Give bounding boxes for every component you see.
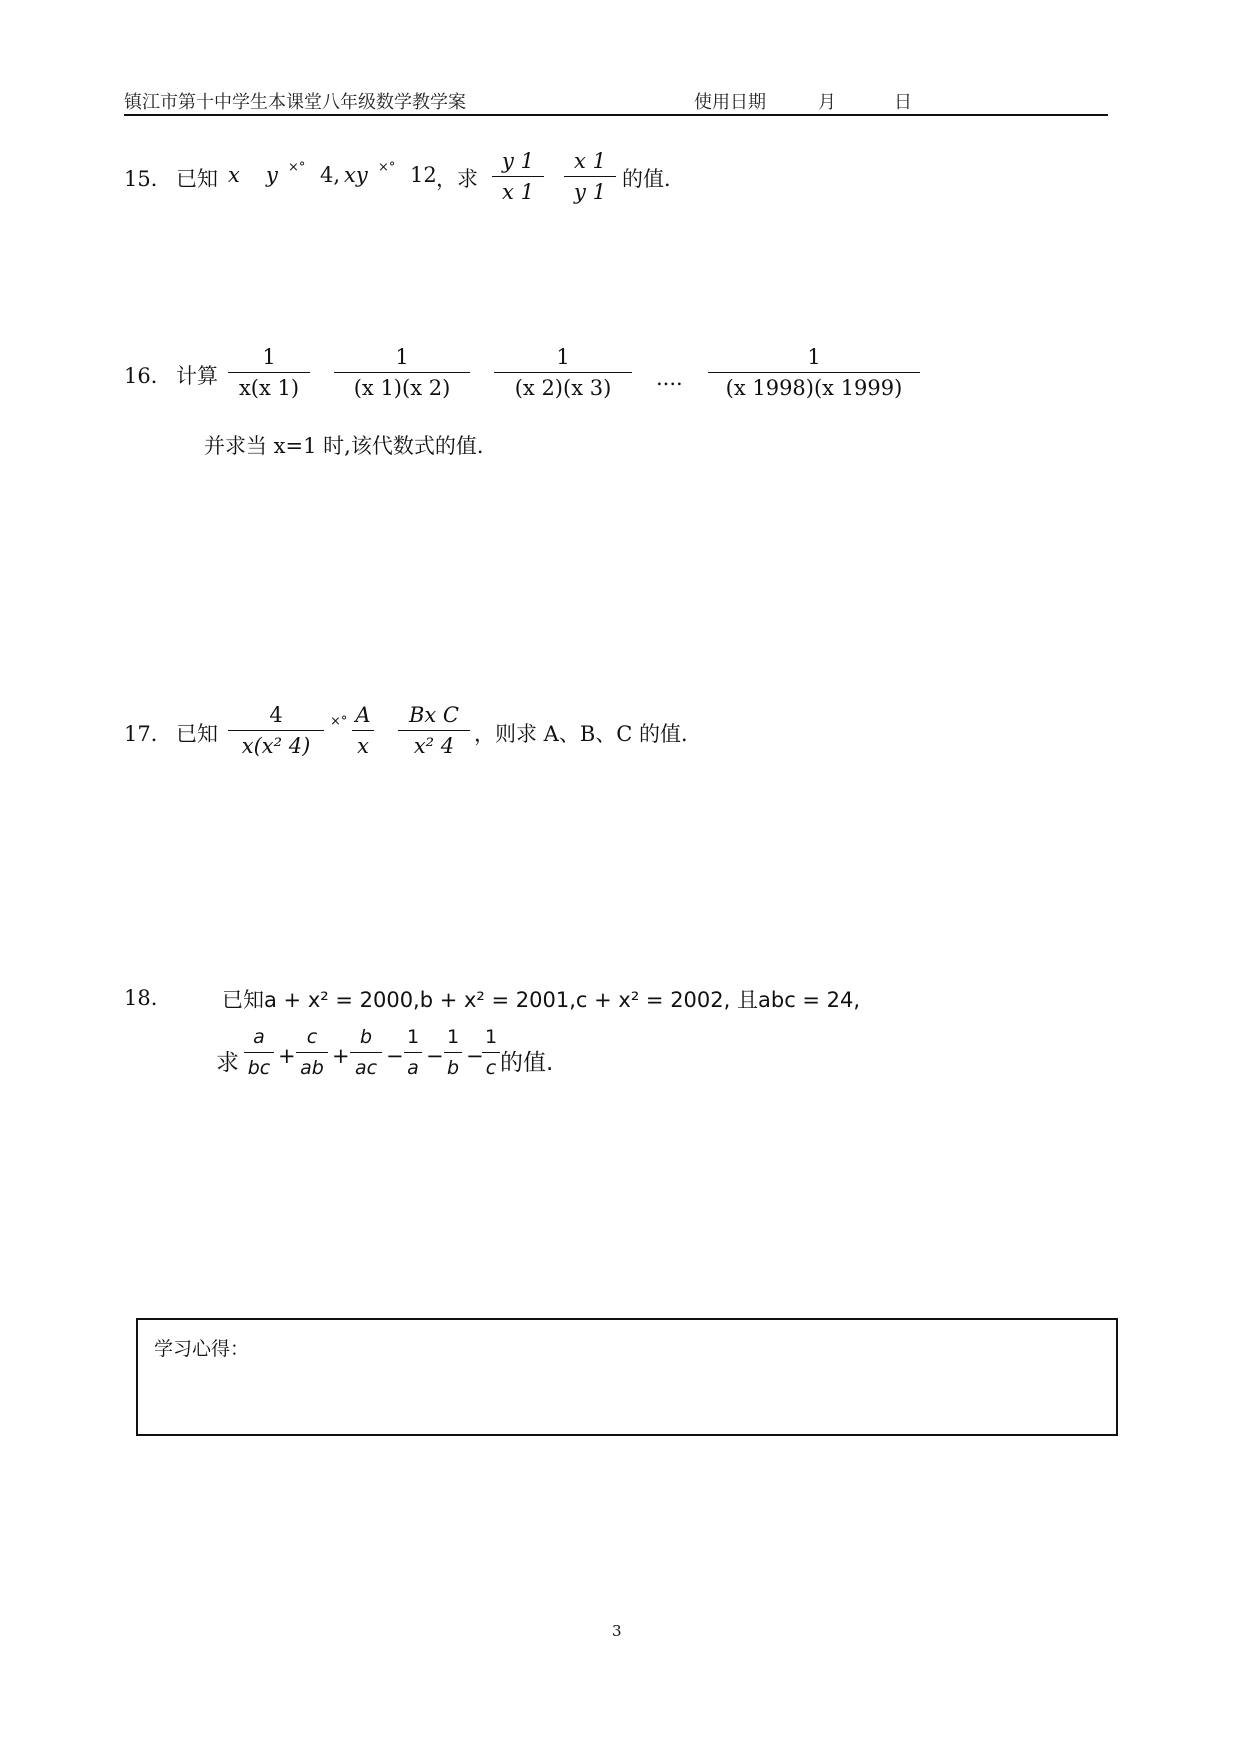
q18-t2-numerator: c [306,1026,318,1048]
q16-f3-numerator: 1 [556,345,570,369]
q18-tail: 的值. [500,1050,554,1076]
fraction-bar [494,372,632,373]
fraction-bar [334,372,470,373]
q17-given: 已知 [176,722,218,746]
study-notes-box[interactable] [136,1318,1118,1436]
q15-fraction-2 [564,148,616,205]
q18-term-6 [482,1024,500,1081]
q17-f1-denominator: x(x² 4) [241,734,311,758]
q16-fraction-3 [494,344,632,401]
q16-f4-numerator: 1 [807,345,821,369]
q18-minus-2: − [426,1044,444,1068]
q18-term-3 [350,1024,382,1081]
q16-line2: 并求当 x=1 时,该代数式的值． [204,434,498,458]
fraction-bar [444,1052,462,1053]
q17-fraction-3 [398,702,470,759]
page-number: 3 [612,1622,622,1640]
q15-frac2-denominator: y 1 [574,180,606,204]
fraction-bar [228,372,310,373]
header-date-label: 使用日期 [694,92,766,113]
q17-fraction-2 [352,702,374,759]
q15-eq2-rhs: 12 [410,163,437,187]
q18-term-2 [296,1024,328,1081]
q15-xy: xy [344,163,368,187]
q17-f1-numerator: 4 [269,703,283,727]
q15-number: 15． [124,167,172,191]
fraction-bar [708,372,920,373]
q17-f2-denominator: x [357,734,369,758]
q18-term-4 [404,1024,422,1081]
fraction-bar [492,176,544,177]
q18-t5-denominator: b [446,1057,460,1079]
q16-f1-numerator: 1 [262,345,276,369]
q17-tail: ，则求 A、B、C 的值． [474,722,703,746]
q17-number: 17． [124,722,172,746]
q15-given: 已知 [176,167,218,191]
q15-garbled-symbol-2: ×° [378,160,396,175]
q16-compute: 计算 [176,364,218,388]
q16-dots: .... [656,366,683,390]
q18-ask: 求 [216,1050,239,1076]
fraction-bar [404,1052,422,1053]
q18-number: 18. [124,986,158,1010]
q17-fraction-1 [228,702,324,759]
q16-f2-numerator: 1 [395,345,409,369]
q15-tail: 的值． [622,167,685,191]
q16-f3-denominator: (x 2)(x 3) [514,376,612,400]
q18-t5-numerator: 1 [446,1026,460,1048]
q16-f1-denominator: x(x 1) [238,376,300,400]
q18-t6-numerator: 1 [484,1026,498,1048]
q16-f4-denominator: (x 1998)(x 1999) [725,376,903,400]
q16-fraction-4 [708,344,920,401]
fraction-bar [398,730,470,731]
header-day-label: 日 [894,92,912,113]
q15-y: y [266,163,278,187]
q18-minus-3: − [466,1044,484,1068]
fraction-bar [350,1052,382,1053]
q18-t4-denominator: a [407,1057,419,1079]
q18-t4-numerator: 1 [406,1026,420,1048]
q18-t6-denominator: c [485,1057,497,1079]
fraction-bar [352,730,374,731]
q16-fraction-1 [228,344,310,401]
study-notes-label: 学习心得： [154,1338,250,1360]
q15-frac1-numerator: y 1 [502,149,534,173]
q17-f3-numerator: Bx C [408,703,460,727]
q18-t3-numerator: b [359,1026,373,1048]
header-month-label: 月 [818,92,836,113]
q18-t1-denominator: bc [247,1057,271,1079]
q18-minus-1: − [386,1044,404,1068]
q18-t3-denominator: ac [354,1057,378,1079]
q15-eq1-rhs: 4, [320,163,341,187]
q17-garbled-symbol: ×° [330,714,348,729]
q18-term-1 [244,1024,274,1081]
q16-f2-denominator: (x 1)(x 2) [353,376,451,400]
q18-t1-numerator: a [253,1026,265,1048]
q15-ask: ，求 [436,167,478,191]
fraction-bar [482,1052,500,1053]
q18-t2-denominator: ab [300,1057,324,1079]
header-rule [124,114,1108,116]
q16-fraction-2 [334,344,470,401]
fraction-bar [296,1052,328,1053]
q15-x: x [228,163,240,187]
q15-fraction-1 [492,148,544,205]
q18-plus-2: + [332,1044,350,1068]
fraction-bar [228,730,324,731]
q17-f2-numerator: A [355,703,371,727]
q15-frac2-numerator: x 1 [574,149,606,173]
q18-term-5 [444,1024,462,1081]
header-title: 镇江市第十中学生本课堂八年级数学教学案 [124,92,466,113]
q17-f3-denominator: x² 4 [413,734,455,758]
q15-garbled-symbol-1: ×° [288,160,306,175]
q18-plus-1: + [278,1044,296,1068]
q15-frac1-denominator: x 1 [502,180,534,204]
q18-line1: 已知a + x² = 2000,b + x² = 2001,c + x² = 2002, 且abc = 24, [222,988,861,1012]
q16-number: 16． [124,364,172,388]
fraction-bar [244,1052,274,1053]
fraction-bar [564,176,616,177]
